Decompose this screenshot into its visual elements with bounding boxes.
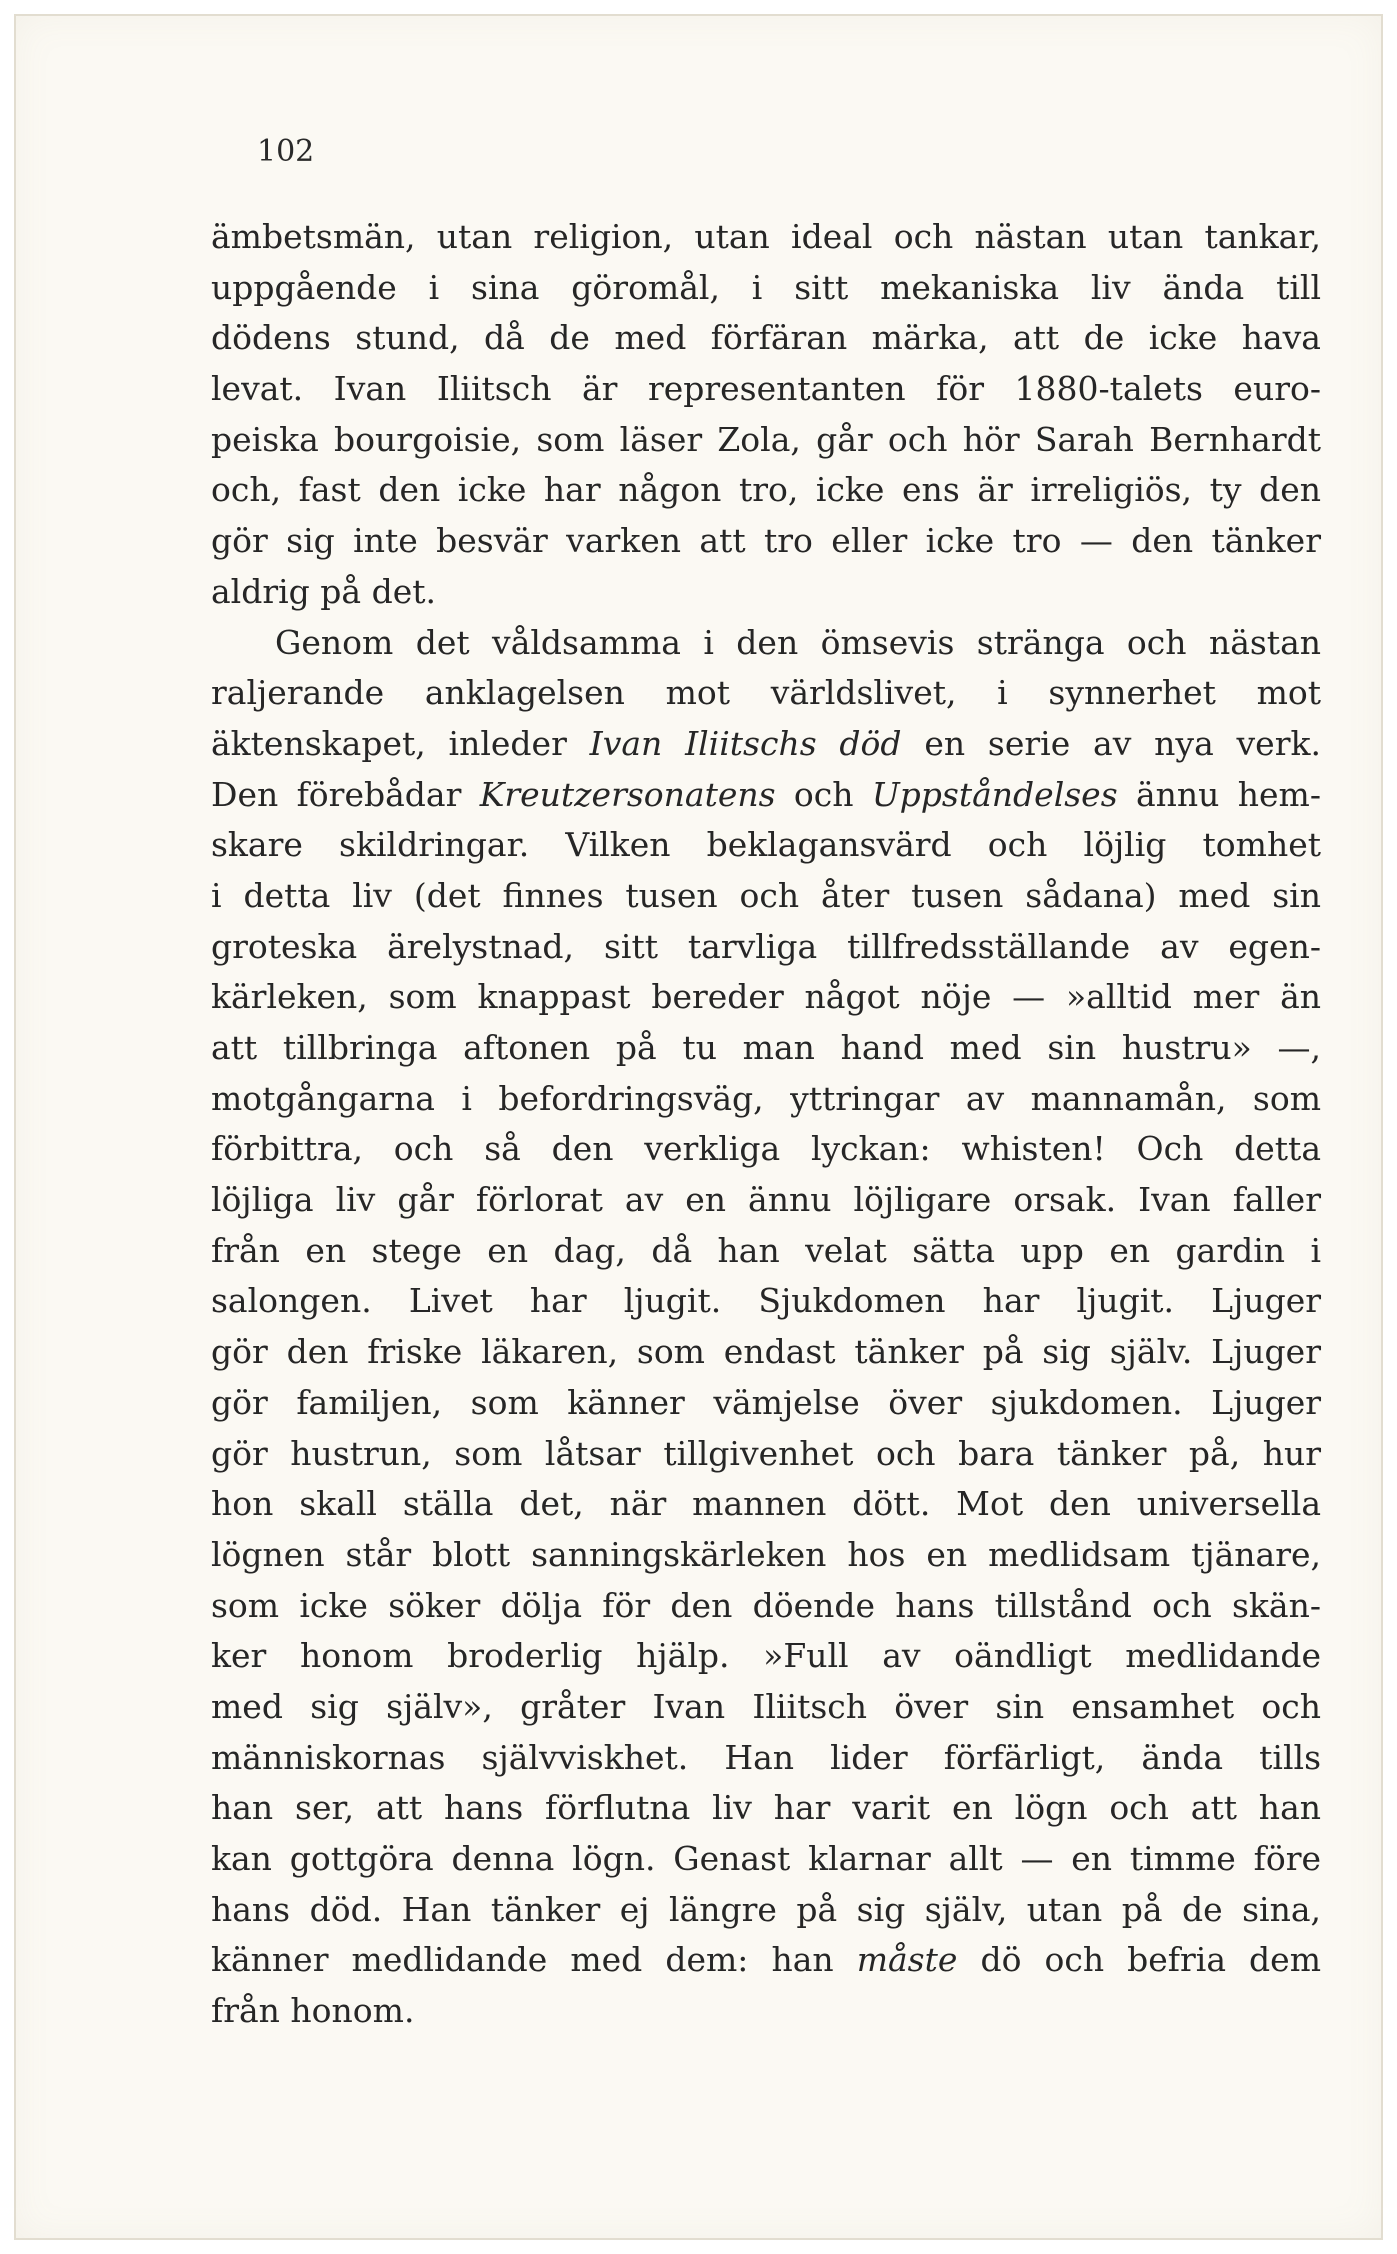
text-line: hon skall ställa det, när mannen dött. Mot den universella xyxy=(211,1484,1321,1524)
text-line: levat. Ivan Iliitsch är representanten för 1880-talets euro- xyxy=(211,369,1321,409)
text-line: löjliga liv går förlorat av en ännu löjligare orsak. Ivan faller xyxy=(211,1180,1321,1220)
text-line: som icke söker dölja för den döende hans tillstånd och skän- xyxy=(211,1585,1321,1625)
text-line: peiska bourgoisie, som läser Zola, går och hör Sarah Bernhardt xyxy=(211,419,1321,459)
italic-title: Uppståndelses xyxy=(871,774,1118,814)
text-line: han ser, att hans förflutna liv har varit en lögn och att han xyxy=(211,1788,1321,1828)
italic-emphasis: måste xyxy=(856,1940,958,1980)
text-line: salongen. Livet har ljugit. Sjukdomen har ljugit. Ljuger xyxy=(211,1281,1321,1321)
text-line: hans död. Han tänker ej längre på sig själv, utan på de sina, xyxy=(211,1889,1321,1929)
text-line: människornas självviskhet. Han lider förfärligt, ända tills xyxy=(211,1737,1321,1777)
text-line: groteska ärelystnad, sitt tarvliga tillfredsställande av egen- xyxy=(211,926,1321,966)
text-segment: och xyxy=(775,774,872,814)
text-line: kan gottgöra denna lögn. Genast klarnar allt — en timme före xyxy=(211,1839,1321,1878)
text-line: och, fast den icke har någon tro, icke ens är irreligiös, ty den xyxy=(211,470,1321,510)
paragraph-end-line: aldrig på det. xyxy=(211,571,436,611)
text-line xyxy=(211,770,1321,821)
text-line: uppgående i sina göromål, i sitt mekaniska liv ända till xyxy=(211,267,1321,307)
text-segment: äktenskapet, inleder xyxy=(211,723,590,763)
text-line: gör den friske läkaren, som endast tänker på sig själv. Ljuger xyxy=(211,1332,1321,1372)
body-text xyxy=(211,212,1321,2037)
text-line: ker honom broderlig hjälp. »Full av oändligt medlidande xyxy=(211,1636,1321,1676)
page-number: 102 xyxy=(257,134,315,169)
text-line: förbittra, och så den verkliga lyckan: whisten! Och detta xyxy=(211,1129,1321,1169)
paragraph-end-line: från honom. xyxy=(211,1991,415,2031)
text-line: från en stege en dag, då han velat sätta upp en gardin i xyxy=(211,1230,1321,1270)
text-line: gör familjen, som känner vämjelse över sjukdomen. Ljuger xyxy=(211,1382,1321,1422)
text-line: kärleken, som knappast bereder något nöje — »alltid mer än xyxy=(211,977,1321,1017)
text-line xyxy=(211,1935,1321,1986)
text-segment: ännu hem- xyxy=(1117,774,1321,814)
text-segment: Den förebådar xyxy=(211,774,480,814)
text-segment: känner medlidande med dem: han xyxy=(211,1940,857,1980)
text-line: i detta liv (det finnes tusen och åter tusen sådana) med sin xyxy=(211,875,1321,915)
italic-title: Kreutzersonatens xyxy=(479,774,776,814)
text-line: motgångarna i befordringsväg, yttringar av mannamån, som xyxy=(211,1078,1321,1118)
text-segment: dö och befria dem xyxy=(957,1940,1321,1980)
text-segment: en serie av nya verk. xyxy=(901,723,1321,763)
text-line: med sig själv», gråter Ivan Iliitsch över sin ensamhet och xyxy=(211,1686,1321,1726)
text-line: raljerande anklagelsen mot världslivet, i synnerhet mot xyxy=(211,673,1321,713)
text-line: dödens stund, då de med förfäran märka, att de icke hava xyxy=(211,318,1321,358)
text-line: gör hustrun, som låtsar tillgivenhet och bara tänker på, hur xyxy=(211,1433,1321,1473)
text-line: skare skildringar. Vilken beklagansvärd och löjlig tomhet xyxy=(211,825,1321,865)
text-line: lögnen står blott sanningskärleken hos en medlidsam tjänare, xyxy=(211,1534,1321,1574)
text-line: gör sig inte besvär varken att tro eller icke tro — den tänker xyxy=(211,521,1321,561)
italic-title: Ivan Iliitschs död xyxy=(589,723,902,763)
text-line xyxy=(211,719,1321,770)
text-line: att tillbringa aftonen på tu man hand med sin hustru» —, xyxy=(211,1028,1321,1067)
book-page xyxy=(14,14,1383,2240)
text-line: ämbetsmän, utan religion, utan ideal och nästan utan tankar, xyxy=(211,217,1321,256)
paragraph-start-line: Genom det våldsamma i den ömsevis stränga och nästan xyxy=(275,622,1321,662)
